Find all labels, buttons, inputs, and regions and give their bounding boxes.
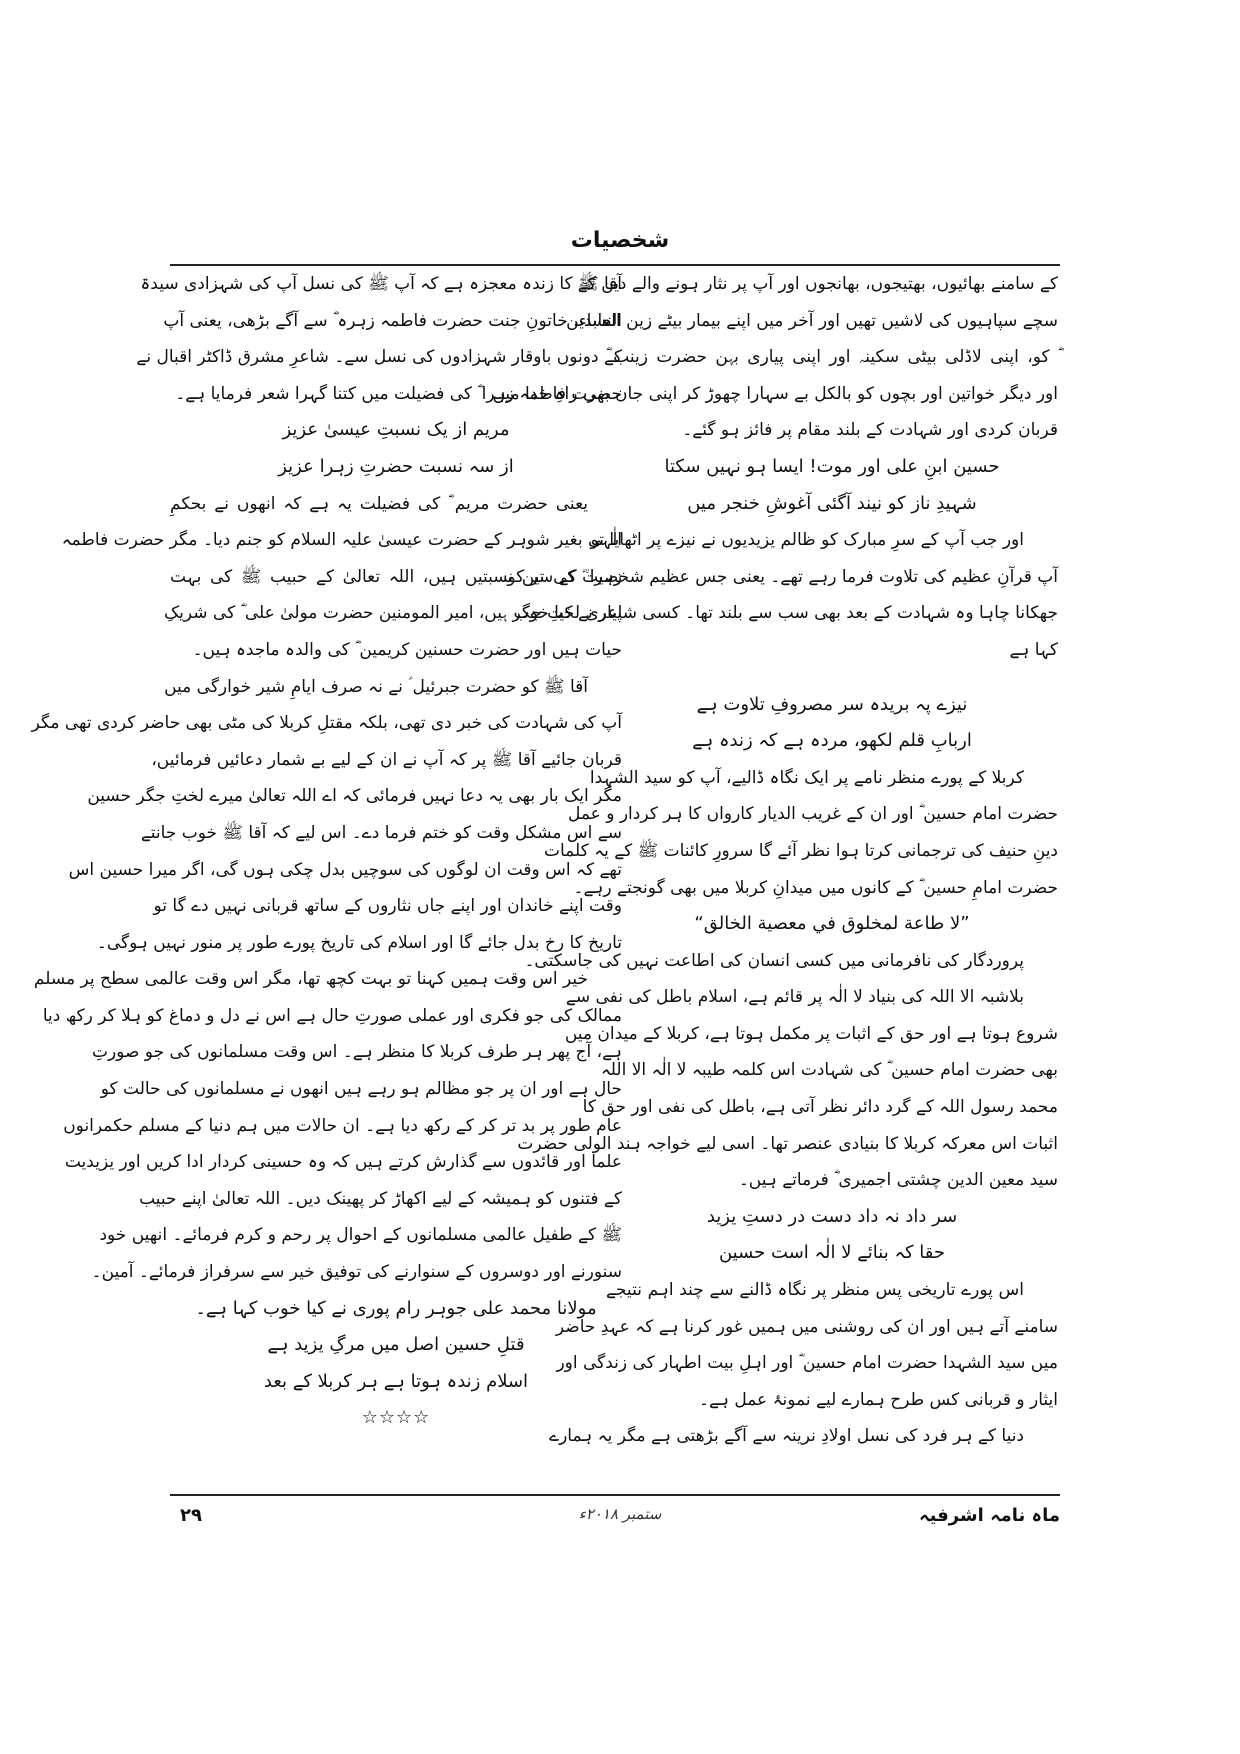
text-line: میں سید الشہدا حضرت امام حسین ؓ اور اہلِ بیت اطہار کی زندگی اور [556, 1353, 1058, 1374]
text-line: ؓ کو، اپنی لاڈلی بیٹی سکینہ اور اپنی پیاری بہن حضرت زینب ؓ [606, 347, 1058, 368]
text-line: آقا ﷺ کو حضرت جبرئیل ؑ نے نہ صرف ایامِ شیر خوارگی میں [164, 676, 588, 697]
text-line: اس پورے تاریخی پس منظر پر نگاہ ڈالنے سے چند اہم نتیجے [606, 1280, 1024, 1301]
text-line: ﷺ کے طفیل عالمی مسلمانوں کے احوال پر رحم و کرم فرمائے۔ انھیں خود [99, 1225, 622, 1246]
text-line: پروردگار کی نافرمانی میں کسی انسان کی اطاعت نہیں کی جاسکتی۔ [524, 950, 1024, 971]
text-line: حال ہے اور ان پر جو مظالم ہو رہے ہیں انھوں نے مسلمانوں کی حالت کو [100, 1079, 622, 1100]
verse-line: حسین ابنِ علی اور موت! ایسا ہو نہیں سکتا [664, 455, 1000, 477]
text-line: زہرا ؓ کی تین نسبتیں ہیں، اللہ تعالیٰ کے حبیب ﷺ کی بہت [170, 566, 622, 587]
text-line: پیاری لختِ جگر ہیں، امیر المومنین حضرت مولیٰ علی ؓ کی شریکِ [163, 603, 622, 624]
verse-line: قتلِ حسین اصل میں مرگِ یزید ہے [267, 1334, 525, 1356]
text-line: کربلا کے پورے منظر نامے پر ایک نگاہ ڈالیے، آپ کو سید الشہدا [589, 767, 1024, 788]
text-line: آقا ﷺ کا زندہ معجزہ ہے کہ آپ ﷺ کی نسل آپ کی شہزادی سیدۃ [140, 274, 622, 294]
text-line: اثبات اس معرکہ کربلا کا بنیادی عنصر تھا۔ اسی لیے خواجہ ہند الولی حضرت [517, 1133, 1058, 1154]
text-line: سے اس مشکل وقت کو ختم فرما دے۔ اس لیے کہ آقا ﷺ خوب جانتے [140, 822, 622, 843]
text-line: ”لا طاعة لمخلوق في معصية الخالق“ [694, 913, 970, 935]
verse-line: حقا کہ بنائے لا الٰہ است حسین [718, 1242, 946, 1264]
issue-date: ستمبر ۲۰۱۸ء [578, 1505, 662, 1523]
text-line: مگر ایک بار بھی یہ دعا نہیں فرمائی کہ اے اللہ تعالیٰ میرے لختِ جگر حسین [87, 786, 622, 807]
text-line: تاریخ کا رخ بدل جائے گا اور اسلام کی تاریخ پورے طور پر منور نہیں ہوگی۔ [96, 932, 622, 953]
text-line: اور دیگر خواتین اور بچوں کو بالکل بے سہارا چھوڑ کر اپنی جان بھی راہِ خدا میں [492, 383, 1058, 404]
verse-line: مریم از یک نسبتِ عیسیٰ عزیز [282, 419, 510, 441]
verse-line: شہیدِ ناز کو نیند آگئی آغوشِ خنجر میں [687, 492, 977, 514]
text-line: حضرت فاطمہ زہرا ؓ کی فضیلت میں کتنا گہرا شعر فرمایا ہے۔ [175, 383, 622, 404]
text-line: ممالک کی جو فکری اور عملی صورتِ حال ہے اس نے دل و دماغ کو ہلا کر رکھ دیا [42, 1005, 622, 1026]
text-line: بلاشبہ الا اللہ کی بنیاد لا الٰہ پر قائم ہے، اسلام باطل کی نفی سے [565, 987, 1024, 1008]
verse-line: اربابِ قلم لکھو، مردہ ہے کہ زندہ ہے [692, 730, 972, 752]
text-line: خیر اس وقت ہمیں کہنا تو بہت کچھ تھا، مگر اس وقت عالمی سطح پر مسلم [33, 969, 588, 990]
text-line: قربان کردی اور شہادت کے بلند مقام پر فائز ہو گئے۔ [682, 420, 1058, 441]
text-line: جھکانا چاہا وہ شہادت کے بعد بھی سب سے بلند تھا۔ کسی شاعر نے کیا خوب [513, 603, 1058, 624]
text-line: علما اور قائدوں سے گذارش کرتے ہیں کہ وہ حسینی کردار ادا کریں اور یزیدیت [64, 1152, 622, 1173]
end-stars: ☆☆☆☆ [361, 1407, 431, 1429]
verse-line: سر داد نہ داد دست در دستِ یزید [706, 1205, 958, 1227]
spacer [606, 669, 1058, 687]
text-line: سامنے آتے ہیں اور ان کی روشنی میں ہمیں غور کرنا ہے کہ عہدِ حاضر [555, 1316, 1058, 1337]
text-line: حضرت امامِ حسین ؓ کے کانوں میں میدانِ کربلا میں بھی گونجتے رہے۔ [573, 877, 1058, 898]
text-line: بھی حضرت امام حسین ؓ کی شہادت اس کلمہ طیبہ لا الٰہ الا اللہ [600, 1060, 1058, 1081]
text-line: دنیا کے ہر فرد کی نسل اولادِ نرینہ سے آگے بڑھتی ہے مگر یہ ہمارے [549, 1426, 1024, 1447]
text-line: دینِ حنیف کی ترجمانی کرتا ہوا نظر آئے گا سرورِ کائنات ﷺ کے یہ کلمات [543, 840, 1058, 861]
text-line: النساء، خاتونِ جنت حضرت فاطمہ زہرہ ؓ سے آگے بڑھی، یعنی آپ [163, 310, 622, 331]
verse-line: نیزے پہ بریدہ سر مصروفِ تلاوت ہے [696, 693, 968, 715]
text-line: کے دونوں باوقار شہزادوں کی نسل سے۔ شاعرِ مشرق ڈاکٹر اقبال نے [136, 347, 622, 368]
text-line: کے فتنوں کو ہمیشہ کے لیے اکھاڑ کر پھینک دیں۔ اللہ تعالیٰ اپنے حبیب [139, 1188, 622, 1209]
text-line: ہے، آج پھر ہر طرف کربلا کا منظر ہے۔ اس وقت مسلمانوں کی جو صورتِ [91, 1042, 622, 1063]
text-line: محمد رسول اللہ کے گرد دائر نظر آتی ہے، باطل کی نفی اور حق کا [582, 1097, 1058, 1118]
text-line: ایثار و قربانی کس طرح ہمارے لیے نمونۂ عمل ہے۔ [699, 1389, 1058, 1410]
text-line: سچے سپاہیوں کی لاشیں تھیں اور آخر میں اپنے بیمار بیٹے زین العابدین [566, 310, 1058, 331]
text-line: مولانا محمد علی جوہر رام پوری نے کیا خوب کہا ہے۔ [195, 1297, 597, 1319]
text-line: آپ قرآنِ عظیم کی تلاوت فرما رہے تھے۔ یعنی جس عظیم شخصیت کے سر کو [507, 566, 1058, 587]
verse-line: اسلام زندہ ہوتا ہے ہر کربلا کے بعد [263, 1370, 529, 1392]
text-line: اور جب آپ کے سرِ مبارک کو ظالم یزیدیوں نے نیزے پر اٹھایا تو [590, 530, 1024, 551]
footer-rule [170, 1494, 1060, 1496]
text-line: کہا ہے [1009, 639, 1058, 660]
text-line: آپ کی شہادت کی خبر دی تھی، بلکہ مقتلِ کربلا کی مٹی بھی حاضر کردی تھی مگر [31, 713, 622, 734]
text-line: سنورنے اور دوسروں کے سنوارنے کی توفیق خیر سے سرفراز فرمائے۔ آمین۔ [91, 1262, 622, 1283]
text-line: قربان جائیے آقا ﷺ پر کہ آپ نے ان کے لیے بے شمار دعائیں فرمائیں، [151, 749, 622, 770]
text-line: یعنی حضرت مریم ؓ کی فضیلت یہ ہے کہ انھوں نے بحکمِ [170, 493, 588, 514]
text-line: وقت اپنے خاندان اور اپنے جاں نثاروں کے ساتھ قربانی نہیں دے گا تو [153, 896, 622, 917]
text-line: حیات ہیں اور حضرت حسنین کریمین ؓ کی والدہ ماجدہ ہیں۔ [192, 639, 622, 660]
section-title: شخصیات [570, 228, 670, 253]
text-line: سید معین الدین چشتی اجمیری ؓ فرماتے ہیں۔ [738, 1170, 1058, 1191]
magazine-name: ماہ نامہ اشرفیہ [919, 1505, 1060, 1526]
verse-line: از سہ نسبت حضرتِ زہرا عزیز [278, 455, 514, 477]
text-line: حضرت امام حسین ؓ اور ان کے غریب الدیار کارواں کا ہر کردار و عمل [567, 804, 1058, 825]
page-number: ۲۹ [180, 1505, 202, 1526]
left-column [31, 266, 622, 1437]
text-line: کے سامنے بھائیوں، بھتیجوں، بھانجوں اور آپ پر نثار ہونے والے دین کے [577, 274, 1058, 294]
right-column [492, 266, 1058, 1455]
text-line: شروع ہوتا ہے اور حق کے اثبات پر مکمل ہوتا ہے، کربلا کے میدان میں [564, 1023, 1058, 1044]
text-line: الٰہی بغیر شوہر کے حضرت عیسیٰ علیہ السلام کو جنم دیا۔ مگر حضرت فاطمہ [61, 530, 622, 551]
text-line: عام طور پر بد تر کر کے رکھ دیا ہے۔ ان حالات میں ہم دنیا کے مسلم حکمرانوں [63, 1115, 622, 1136]
text-line: تھے کہ اس وقت ان لوگوں کی سوچیں بدل چکی ہوں گی، اگر میرا حسین اس [68, 859, 622, 880]
